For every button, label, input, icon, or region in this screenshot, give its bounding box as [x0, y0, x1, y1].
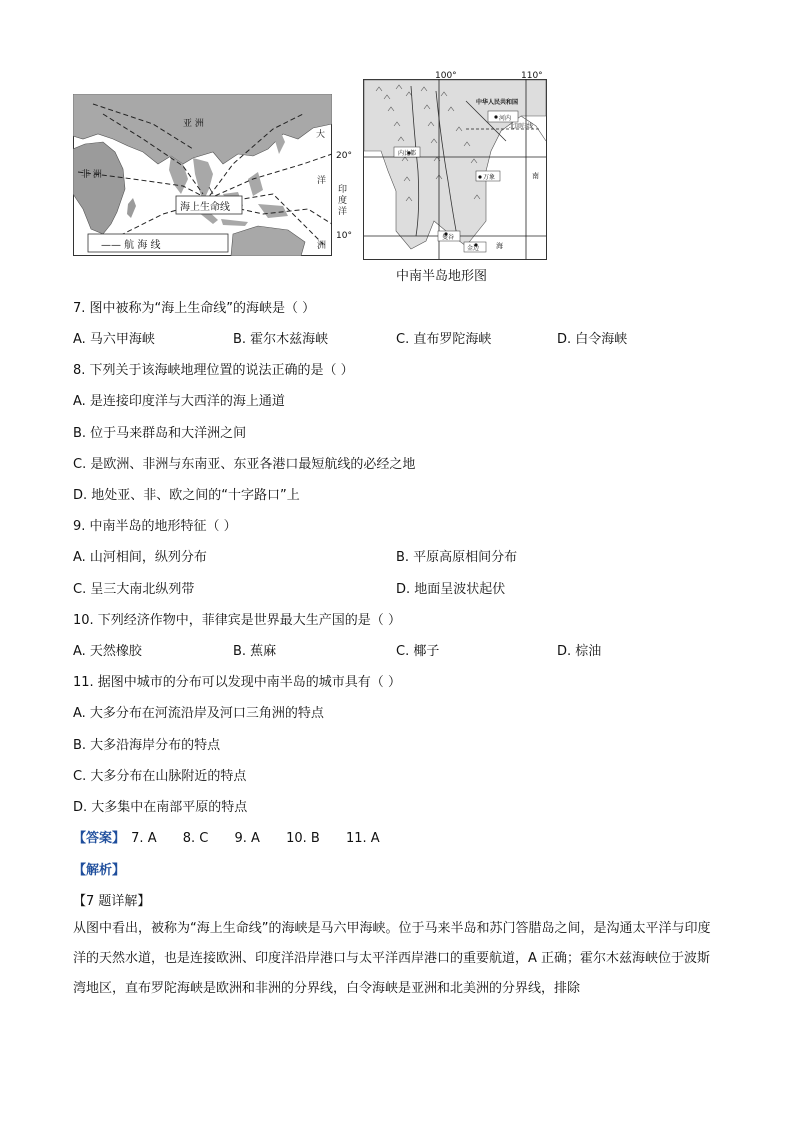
q8-option-c: C. 是欧洲、非洲与东南亚、东亚各港口最短航线的必经之地: [73, 457, 416, 472]
sea-route-map: [73, 94, 332, 256]
city-phnompenh: 金边: [467, 245, 480, 252]
label-indian-ocean: 印度洋: [338, 185, 348, 217]
label-da: 大: [316, 130, 326, 140]
indochina-map-graphic: [336, 71, 552, 287]
q8-option-d: D. 地处亚、非、欧之间的“十字路口”上: [73, 488, 300, 503]
answer-8: 8. C: [182, 831, 209, 846]
answer-line: [73, 827, 380, 846]
question-10-stem: 10. 下列经济作物中，菲律宾是世界最大生产国的是（ ）: [73, 613, 401, 628]
q11-option-a: A. 大多分布在河流沿岸及河口三角洲的特点: [73, 706, 324, 721]
question-7-stem: 7. 图中被称为“海上生命线”的海峡是（ ）: [73, 301, 316, 316]
analysis-paragraph: 从图中看出，被称为“海上生命线”的海峡是马六甲海峡。位于马来半岛和苏门答腊岛之间，是沟通太平洋与印度洋的天然水道，也是连接欧洲、印度洋沿岸港口与太平洋西岸港口的重要航道，A 正确；霍尔木兹海峡位于波斯湾地区，直布罗陀海峡是欧洲和非洲的分界线，白令海峡是亚洲和北美洲的分界线，排除: [73, 921, 711, 996]
q8-option-b: B. 位于马来群岛和大洋洲之间: [73, 426, 247, 441]
q10-option-a: A. 天然橡胶: [73, 644, 142, 659]
analysis-tag: 【解析】: [73, 863, 126, 878]
city-vientiane: 万象: [483, 174, 496, 181]
answer-11: 11. A: [345, 831, 380, 846]
label-hai: 海: [496, 242, 503, 250]
answer-7: 7. A: [131, 831, 157, 846]
answer-tag: 【答案】: [73, 831, 126, 846]
route-legend: —— 航 海 线: [101, 240, 161, 251]
label-asia: 亚 洲: [183, 119, 204, 129]
lat-20: 20°: [336, 151, 352, 161]
label-yang: 洋: [317, 176, 327, 186]
q7-option-c: C. 直布罗陀海峡: [396, 332, 492, 347]
q11-option-c: C. 大多分布在山脉附近的特点: [73, 769, 247, 784]
label-south-sea: 南: [532, 172, 539, 180]
answer-9: 9. A: [234, 831, 260, 846]
answer-10: 10. B: [286, 831, 320, 846]
q10-option-b: B. 蕉麻: [233, 644, 277, 659]
q10-option-d: D. 棕油: [557, 644, 602, 659]
q9-option-c: C. 呈三大南北纵列带: [73, 582, 195, 597]
label-china: 中华人民共和国: [476, 99, 519, 106]
map2-caption: 中南半岛地形图: [396, 269, 488, 284]
label-africa: 非 洲: [81, 170, 102, 180]
q11-option-b: B. 大多沿海岸分布的特点: [73, 738, 221, 753]
q7-option-a: A. 马六甲海峡: [73, 332, 155, 347]
label-zhou: 洲: [317, 241, 327, 251]
q9-option-a: A. 山河相间，纵列分布: [73, 550, 207, 565]
city-bangkok: 曼谷: [442, 234, 455, 241]
q11-option-d: D. 大多集中在南部平原的特点: [73, 800, 248, 815]
q8-option-a: A. 是连接印度洋与大西洋的海上通道: [73, 394, 285, 409]
strait-callout: 海上生命线: [180, 202, 230, 213]
q10-option-c: C. 椰子: [396, 644, 440, 659]
label-tropic: 北回归线: [509, 123, 534, 130]
lon-110: 110°: [521, 71, 543, 81]
detail-title: 【7 题详解】: [73, 894, 151, 909]
question-9-stem: 9. 中南半岛的地形特征（ ）: [73, 519, 237, 534]
lon-100: 100°: [435, 71, 457, 81]
q7-option-d: D. 白令海峡: [557, 332, 628, 347]
indochina-map: [336, 71, 552, 287]
q9-option-b: B. 平原高原相间分布: [396, 550, 518, 565]
q9-option-d: D. 地面呈波状起伏: [396, 582, 506, 597]
city-hanoi: 河内: [499, 115, 512, 122]
question-8-stem: 8. 下列关于该海峡地理位置的说法正确的是（ ）: [73, 363, 354, 378]
q7-option-b: B. 霍尔木兹海峡: [233, 332, 329, 347]
question-11-stem: 11. 据图中城市的分布可以发现中南半岛的城市具有（ ）: [73, 675, 401, 690]
lat-10: 10°: [336, 231, 352, 241]
city-naypyidaw: 内比都: [398, 150, 417, 157]
